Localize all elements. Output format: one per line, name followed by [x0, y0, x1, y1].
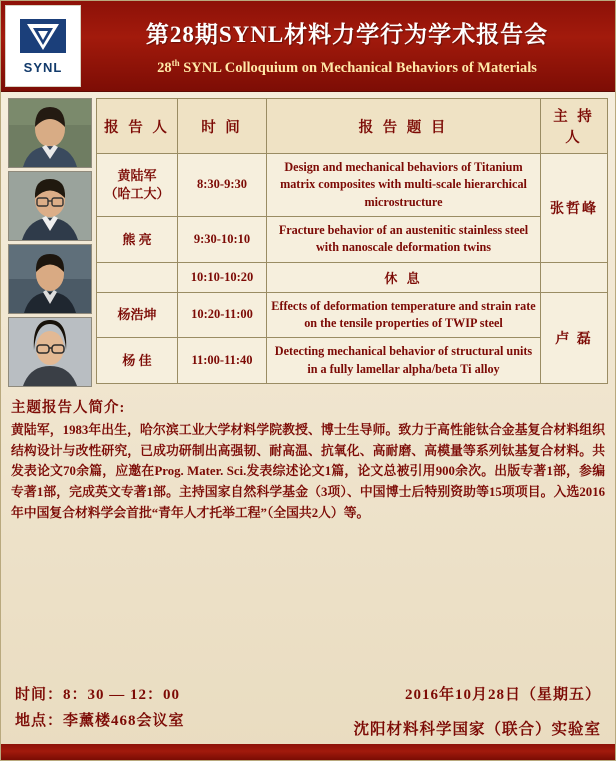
header-title: 报 告 题 目	[267, 99, 541, 154]
speaker-photo-yang-haokun	[8, 244, 92, 314]
header-time: 时 间	[178, 99, 267, 154]
footer-right	[353, 682, 601, 743]
cell-chair-4: 卢 磊	[541, 292, 608, 383]
organizer-name: 沈阳材料科学国家（联合）实验室	[353, 721, 601, 739]
synl-logo-text: SYNL	[23, 59, 63, 75]
cell-speaker-3	[97, 262, 178, 292]
cell-time-3: 10:10-10:20	[178, 262, 267, 292]
schedule-table-wrap	[96, 98, 608, 387]
footer-left	[15, 682, 185, 735]
speaker-photo-huang-lujun	[8, 98, 92, 168]
cell-speaker-4: 杨浩坤	[97, 292, 178, 338]
title-english-rest: SYNL Colloquium on Mechanical Behaviors of Materials	[179, 59, 537, 76]
cell-time-1: 8:30-9:30	[178, 154, 267, 217]
speaker-name-1: 黄陆军	[117, 168, 157, 184]
table-header-row	[97, 99, 608, 154]
speaker-photo-xiong-liang	[8, 171, 92, 241]
speaker-photo-column	[8, 98, 90, 387]
footer-accent-bar	[1, 744, 615, 760]
synl-logo-icon	[19, 18, 67, 58]
cell-title-4: Effects of deformation temperature and strain rate on the tensile properties of TWIP steel	[267, 292, 541, 338]
speaker-bio	[11, 396, 605, 524]
title-english	[157, 58, 537, 77]
title-english-number: 28	[157, 59, 172, 76]
cell-break-label: 休 息	[267, 262, 541, 292]
cell-speaker-2: 熊 亮	[97, 216, 178, 262]
table-row	[97, 338, 608, 384]
title-chinese: 第28期SYNL材料力学行为学术报告会	[145, 21, 549, 47]
schedule-area	[1, 92, 615, 387]
table-row	[97, 216, 608, 262]
event-place: 地点：李薰楼468会议室	[15, 713, 185, 730]
header-chair: 主 持 人	[541, 99, 608, 154]
event-time: 时间：8：30 — 12：00	[15, 687, 181, 703]
poster-titles	[87, 1, 615, 91]
cell-title-5: Detecting mechanical behavior of structural units in a fully lamellar alpha/beta Ti alloy	[267, 338, 541, 384]
poster-header	[1, 1, 615, 92]
table-row-break	[97, 262, 608, 292]
cell-speaker-1	[97, 154, 178, 217]
cell-title-2: Fracture behavior of an austenitic stainless steel with nanoscale deformation twins	[267, 216, 541, 262]
speaker-affil-1: （哈工大）	[104, 185, 170, 201]
event-date: 2016年10月28日（星期五）	[404, 687, 601, 703]
bio-text: 黄陆军，1983年出生，哈尔滨工业大学材料学院教授、博士生导师。致力于高性能钛合金基复合材料组织结构设计与改性研究，已成功研制出高强韧、耐高温、抗氧化、高耐磨、高模量等系列钛基复合材料。共发表论文70余篇，应邀在Prog. Mater. Sci.发表综述论文1篇，论文总被引用900余次。出版专著1部，参编专著1部，完成英文专著1部。主持国家自然科学基金（3项）、中国博士后特别资助等15项项目。入选2016年中国复合材料学会首批“青年人才托举工程”（全国共2人）等。	[11, 423, 605, 520]
cell-time-5: 11:00-11:40	[178, 338, 267, 384]
speaker-photo-yang-jia	[8, 317, 92, 387]
cell-title-1: Design and mechanical behaviors of Titanium matrix composites with multi-scale hierarchical microstructure	[267, 154, 541, 217]
cell-speaker-5: 杨 佳	[97, 338, 178, 384]
cell-time-2: 9:30-10:10	[178, 216, 267, 262]
schedule-table	[96, 98, 608, 384]
table-row	[97, 154, 608, 217]
cell-time-4: 10:20-11:00	[178, 292, 267, 338]
synl-logo	[5, 5, 81, 87]
cell-chair-3	[541, 262, 608, 292]
cell-chair-1: 张哲峰	[541, 154, 608, 263]
header-speaker: 报 告 人	[97, 99, 178, 154]
table-row	[97, 292, 608, 338]
bio-heading: 主题报告人简介:	[11, 400, 126, 416]
footer-top-row	[15, 682, 601, 743]
title-english-ordinal: th	[171, 57, 180, 68]
